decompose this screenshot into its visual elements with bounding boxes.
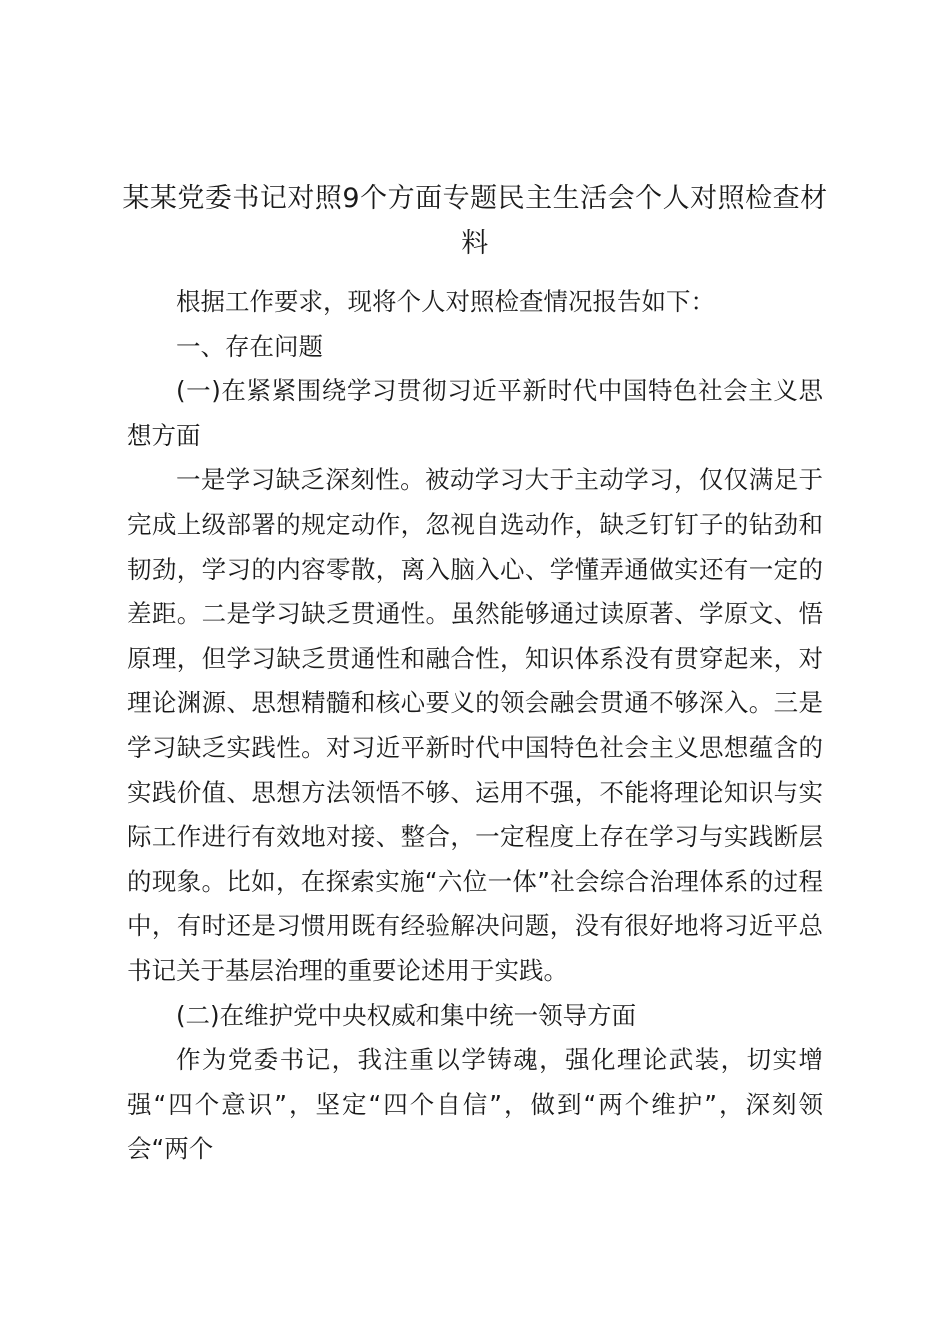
document-title: 某某党委书记对照9个方面专题民主生活会个人对照检查材料 xyxy=(122,183,828,259)
document-body xyxy=(127,280,823,1172)
intro-paragraph: 根据工作要求，现将个人对照检查情况报告如下： xyxy=(176,287,715,316)
subsection-heading-2: (二)在维护党中央权威和集中统一领导方面 xyxy=(176,1000,637,1030)
body-paragraph-1: 一是学习缺乏深刻性。被动学习大于主动学习，仅仅满足于完成上级部署的规定动作，忽视自选动作，缺乏钉钉子的钻劲和韧劲，学习的内容零散，离入脑入心、学懂弄通做实还有一定的差距。二是学习缺乏贯通性。虽然能够通过读原著、学原文、悟原理，但学习缺乏贯通性和融合性，知识体系没有贯穿起来，对理论渊源、思想精髓和核心要义的领会融会贯通不够深入。三是学习缺乏实践性。对习近平新时代中国特色社会主义思想蕴含的实践价值、思想方法领悟不够、运用不强，不能将理论知识与实际工作进行有效地对接、整合，一定程度上存在学习与实践断层的现象。比如，在探索实施“六位一体”社会综合治理体系的过程中，有时还是习惯用既有经验解决问题，没有很好地将习近平总书记关于基层治理的重要论述用于实践。 xyxy=(127,465,823,985)
section-heading: 一、存在问题 xyxy=(176,331,323,361)
subsection-heading-1: (一)在紧紧围绕学习贯彻习近平新时代中国特色社会主义思想方面 xyxy=(127,376,823,450)
body-paragraph-2: 作为党委书记，我注重以学铸魂，强化理论武装，切实增强“四个意识”，坚定“四个自信”，做到“两个维护”，深刻领会“两个 xyxy=(127,1045,823,1164)
